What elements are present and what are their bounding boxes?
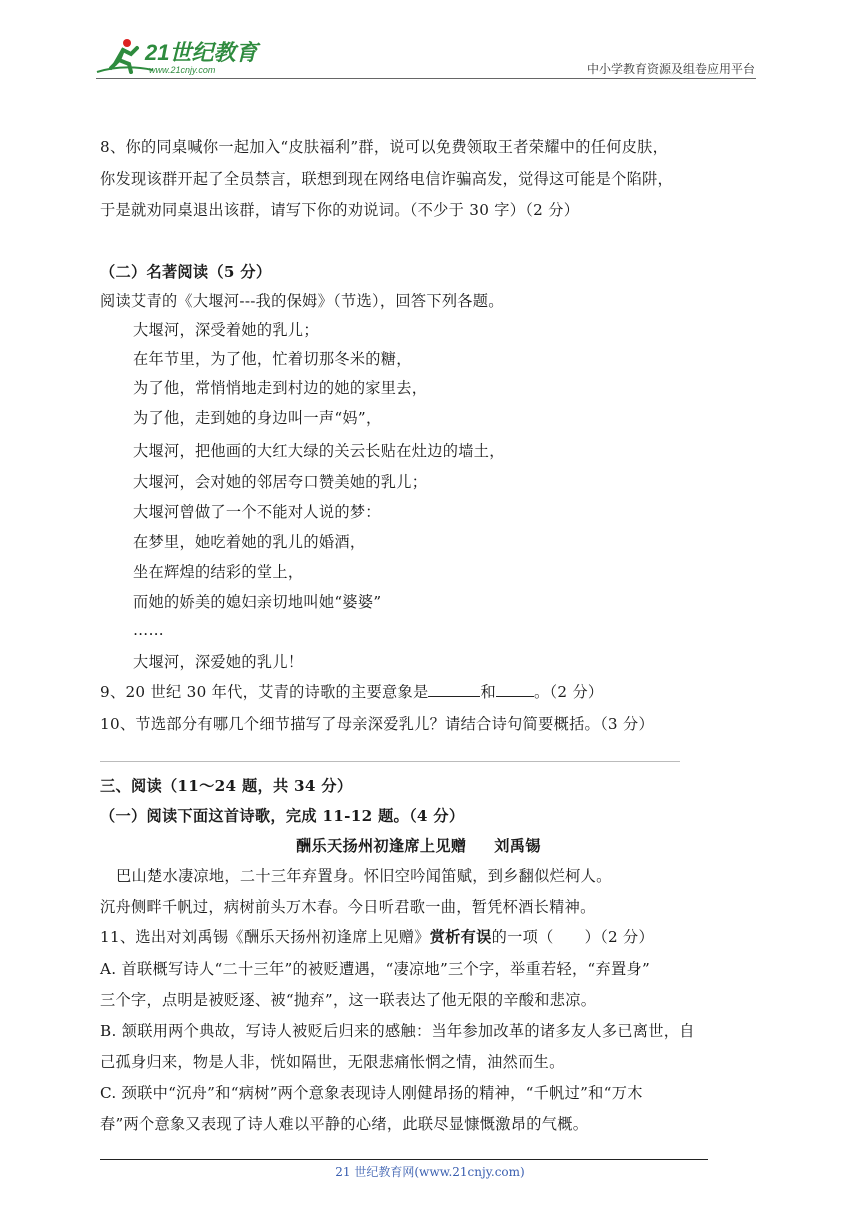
poem-line: 为了他，走到她的身边叫一声“妈”， <box>133 409 382 427</box>
option-c-line-2: 春”两个意象又表现了诗人难以平静的心绪，此联尽显慷慨激昂的气概。 <box>100 1115 589 1133</box>
site-logo <box>93 34 263 78</box>
section3-heading: 三、阅读（11～24 题，共 34 分） <box>100 777 353 795</box>
poem-line: 而她的娇美的媳妇亲切地叫她“婆婆” <box>133 593 382 611</box>
q11: 11、选出对刘禹锡《酬乐天扬州初逢席上见赠》赏析有误的一项（ ）（2 分） <box>100 928 655 946</box>
poem-line: 在梦里，她吃着她的乳儿的婚酒， <box>133 533 366 551</box>
platform-title: 中小学教育资源及组卷应用平台 <box>586 62 755 76</box>
poem-line: 大堰河，会对她的邻居夸口赞美她的乳儿； <box>133 473 428 491</box>
poem-line: 大堰河，深受着她的乳儿； <box>133 321 319 339</box>
section2-intro: 阅读艾青的《大堰河---我的保姆》（节选），回答下列各题。 <box>100 292 504 310</box>
poem-line: 为了他，常悄悄地走到村边的她的家里去， <box>133 379 428 397</box>
q9: 9、20 世纪 30 年代，艾青的诗歌的主要意象是 和 。（2 分） <box>100 683 604 701</box>
option-b-line-1: B. 颔联用两个典故，写诗人被贬后归来的感触：当年参加改革的诸多友人多已离世，自 <box>100 1022 695 1040</box>
option-c-line-1: C. 颈联中“沉舟”和“病树”两个意象表现诗人刚健昂扬的精神，“千帆过”和“万木 <box>100 1084 643 1102</box>
poem-line: 大堰河，把他画的大红大绿的关云长贴在灶边的墙土， <box>133 442 505 460</box>
q9-blank-1[interactable] <box>428 682 480 697</box>
svg-text:21世纪教育: 21世纪教育 <box>145 40 258 65</box>
header-divider <box>96 78 756 79</box>
poem-line: 大堰河曾做了一个不能对人说的梦： <box>133 503 381 521</box>
q9-blank-2[interactable] <box>496 682 534 697</box>
q8-line-3: 于是就劝同桌退出该群，请写下你的劝说词。（不少于 30 字）（2 分） <box>100 201 580 219</box>
footer-link[interactable]: 21 世纪教育网(www.21cnjy.com) <box>335 1165 525 1179</box>
poem-title: 酬乐天扬州初逢席上见赠 刘禹锡 <box>296 837 541 855</box>
svg-text:www.21cnjy.com: www.21cnjy.com <box>149 65 216 75</box>
q8-line-2: 你发现该群开起了全员禁言，联想到现在网络电信诈骗高发，觉得这可能是个陷阱， <box>100 170 674 188</box>
option-a-line-1: A. 首联概写诗人“二十三年”的被贬遭遇，“凄凉地”三个字，举重若轻，“弃置身” <box>100 960 651 978</box>
option-b-line-2: 己孤身归来，物是人非，恍如隔世，无限悲痛怅惘之情，油然而生。 <box>100 1053 565 1071</box>
poem-line: 大堰河，深爱她的乳儿！ <box>133 653 304 671</box>
poem-line: 在年节里，为了他，忙着切那冬米的糖， <box>133 350 412 368</box>
classical-poem-line-1: 巴山楚水凄凉地，二十三年弃置身。怀旧空吟闻笛赋，到乡翻似烂柯人。 <box>116 867 612 885</box>
poem-line: 坐在辉煌的结彩的堂上， <box>133 563 304 581</box>
q10: 10、节选部分有哪几个细节描写了母亲深爱乳儿？请结合诗句简要概括。（3 分） <box>100 715 654 733</box>
answer-line[interactable] <box>100 761 680 762</box>
classical-poem-line-2: 沉舟侧畔千帆过，病树前头万木春。今日听君歌一曲，暂凭杯酒长精神。 <box>100 898 596 916</box>
footer-divider <box>100 1159 708 1160</box>
option-a-line-2: 三个字，点明是被贬逐、被“抛弃”，这一联表达了他无限的辛酸和悲凉。 <box>100 991 597 1009</box>
section3-subheading: （一）阅读下面这首诗歌，完成 11-12 题。（4 分） <box>100 807 465 825</box>
q8-line-1: 8、你的同桌喊你一起加入“皮肤福利”群，说可以免费领取王者荣耀中的任何皮肤， <box>100 138 669 156</box>
section2-heading: （二）名著阅读（5 分） <box>100 263 272 281</box>
poem-ellipsis: …… <box>133 621 164 639</box>
